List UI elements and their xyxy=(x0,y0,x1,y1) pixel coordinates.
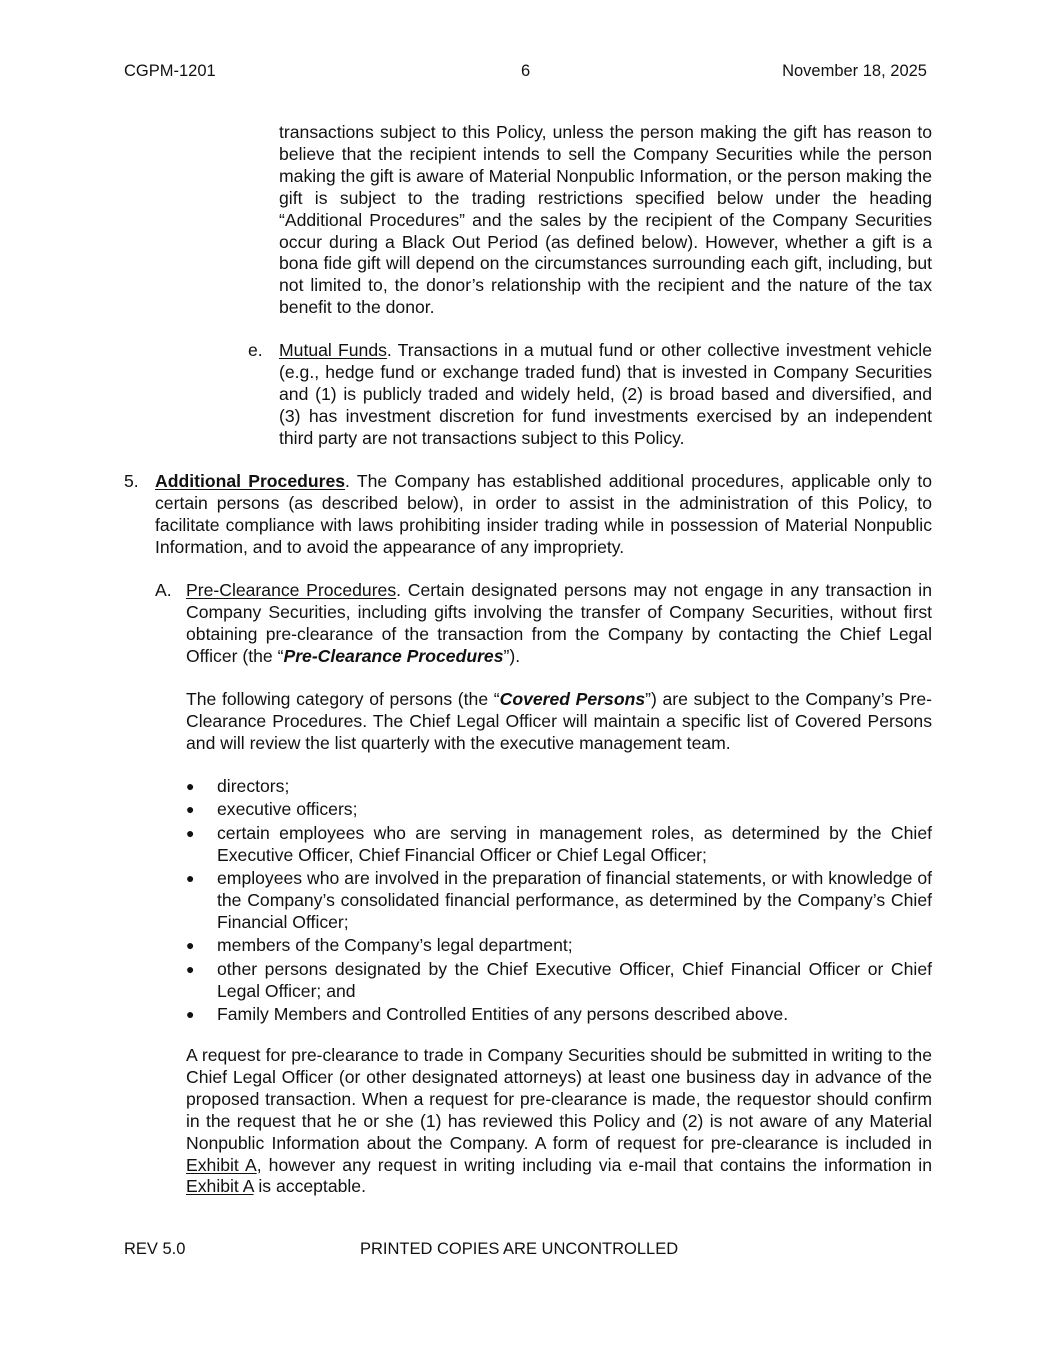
list-item-text: executive officers; xyxy=(217,799,358,820)
list-item-text: other persons designated by the Chief Executive Officer, Chief Financial Officer or Chief Legal Officer; and xyxy=(217,958,932,1001)
list-item-text: certain employees who are serving in management roles, as determined by the Chief Executive Officer, Chief Financial Officer or Chief Legal Officer; xyxy=(217,822,932,865)
mutual-funds-paragraph xyxy=(279,340,932,450)
uncontrolled-copy-notice: PRINTED COPIES ARE UNCONTROLLED xyxy=(360,1240,679,1258)
list-item-text: Family Members and Controlled Entities of any persons described above. xyxy=(217,1004,789,1025)
section-5-heading: Additional Procedures xyxy=(155,471,346,491)
preclearance-request-paragraph xyxy=(186,1045,932,1198)
preclearance-heading: Pre-Clearance Procedures xyxy=(186,580,397,600)
covered-persons-text-end: ”) are subject to the Company’s Pre-Clearance Procedures. The Chief Legal Officer will maintain a specific list of Covered Persons and will review the list quarterly with the executive management team. xyxy=(186,689,932,753)
covered-persons-list xyxy=(186,776,932,1027)
section-5-text: The Company has established additional procedures, applicable only to certain persons (as described below), in order to assist in the administration of this Policy, to facilitate compliance with laws prohibiting insider trading while in possession of Material Nonpublic Information, and to avoid the appearance of any impropriety. xyxy=(155,471,932,557)
list-item-text: employees who are involved in the preparation of financial statements, or with knowledge of the Company’s consolidated financial performance, as determined by the Company’s Chief Financial Officer; xyxy=(217,868,932,932)
list-item xyxy=(186,868,932,934)
preclearance-paragraph xyxy=(186,580,932,668)
bullet-icon: ● xyxy=(186,801,195,818)
list-item xyxy=(186,1004,932,1026)
document-date: November 18, 2025 xyxy=(782,62,927,80)
list-item xyxy=(186,799,932,821)
gift-paragraph-text: transactions subject to this Policy, unless the person making the gift has reason to believe that the recipient intends to sell the Company Securities while the person making the gift is aware of Material Nonpublic Information, or the person making the gift is subject to the trading restrictions specified below under the heading “Additional Procedures” and the sales by the recipient of the Company Securities occur during a Black Out Period (as defined below). However, whether a gift is a bona fide gift will depend on the circumstances surrounding each gift, including, but not limited to, the donor’s relationship with the recipient and the nature of the tax benefit to the donor. xyxy=(279,122,932,318)
bullet-icon: ● xyxy=(186,1006,195,1023)
list-item-text: directors; xyxy=(217,776,290,796)
bullet-icon: ● xyxy=(186,937,195,954)
revision-label: REV 5.0 xyxy=(124,1240,186,1258)
heading-period: . xyxy=(345,471,350,491)
exhibit-a-link[interactable]: Exhibit A xyxy=(186,1154,257,1175)
bullet-icon: ● xyxy=(186,778,195,794)
list-item xyxy=(186,935,932,957)
preclearance-text-end: ”). xyxy=(503,645,521,666)
section-5-paragraph xyxy=(155,471,932,559)
mutual-funds-text: Transactions in a mutual fund or other collective investment vehicle (e.g., hedge fund or exchange traded fund) that is invested in Company Securities and (1) is publicly traded and widely held, (2) is broad based and diversified, and (3) has investment discretion for fund investments exercised by an independent third party are not transactions subject to this Policy. xyxy=(279,340,932,448)
bullet-icon: ● xyxy=(186,960,195,977)
heading-period: . xyxy=(396,580,402,600)
page-footer xyxy=(124,1238,927,1260)
page-number: 6 xyxy=(521,62,531,80)
document-id: CGPM-1201 xyxy=(124,62,216,80)
request-text: A request for pre-clearance to trade in Company Securities should be submitted in writing to the Chief Legal Officer (or other designated attorneys) at least one business day in advance of the proposed transaction. When a request for pre-clearance is made, the requestor should confirm in the request that he or she (1) has reviewed this Policy and (2) is not aware of any Material Nonpublic Information about the Company. A form of request for pre-clearance is included in xyxy=(186,1045,932,1153)
defined-term-covered-persons: Covered Persons xyxy=(499,689,646,709)
section-5-marker: 5. xyxy=(124,471,139,491)
list-item xyxy=(186,776,932,798)
defined-term-preclearance: Pre-Clearance Procedures xyxy=(283,645,504,666)
list-item xyxy=(186,823,932,867)
exhibit-a-link[interactable]: Exhibit A xyxy=(186,1176,254,1197)
bullet-icon: ● xyxy=(186,824,195,841)
gift-paragraph-continuation xyxy=(279,122,932,319)
request-text-end: is acceptable. xyxy=(253,1176,366,1197)
heading-period: . xyxy=(386,340,392,360)
mutual-funds-heading: Mutual Funds xyxy=(279,340,387,360)
covered-persons-text: The following category of persons (the “ xyxy=(186,689,500,709)
page-header xyxy=(124,60,927,82)
subsection-a-marker: A. xyxy=(155,580,172,600)
list-item xyxy=(186,959,932,1003)
preclearance-text: Certain designated persons may not engage in any transaction in Company Securities, including gifts involving the transfer of Company Securities, without first obtaining pre-clearance of the transaction from the Company by contacting the Chief Legal Officer (the “ xyxy=(186,580,932,666)
mutual-funds-marker: e. xyxy=(248,340,263,360)
covered-persons-paragraph xyxy=(186,689,932,755)
request-text-middle: , however any request in writing including via e-mail that contains the information in xyxy=(256,1154,932,1175)
list-item-text: members of the Company’s legal department; xyxy=(217,935,573,956)
bullet-icon: ● xyxy=(186,870,195,887)
